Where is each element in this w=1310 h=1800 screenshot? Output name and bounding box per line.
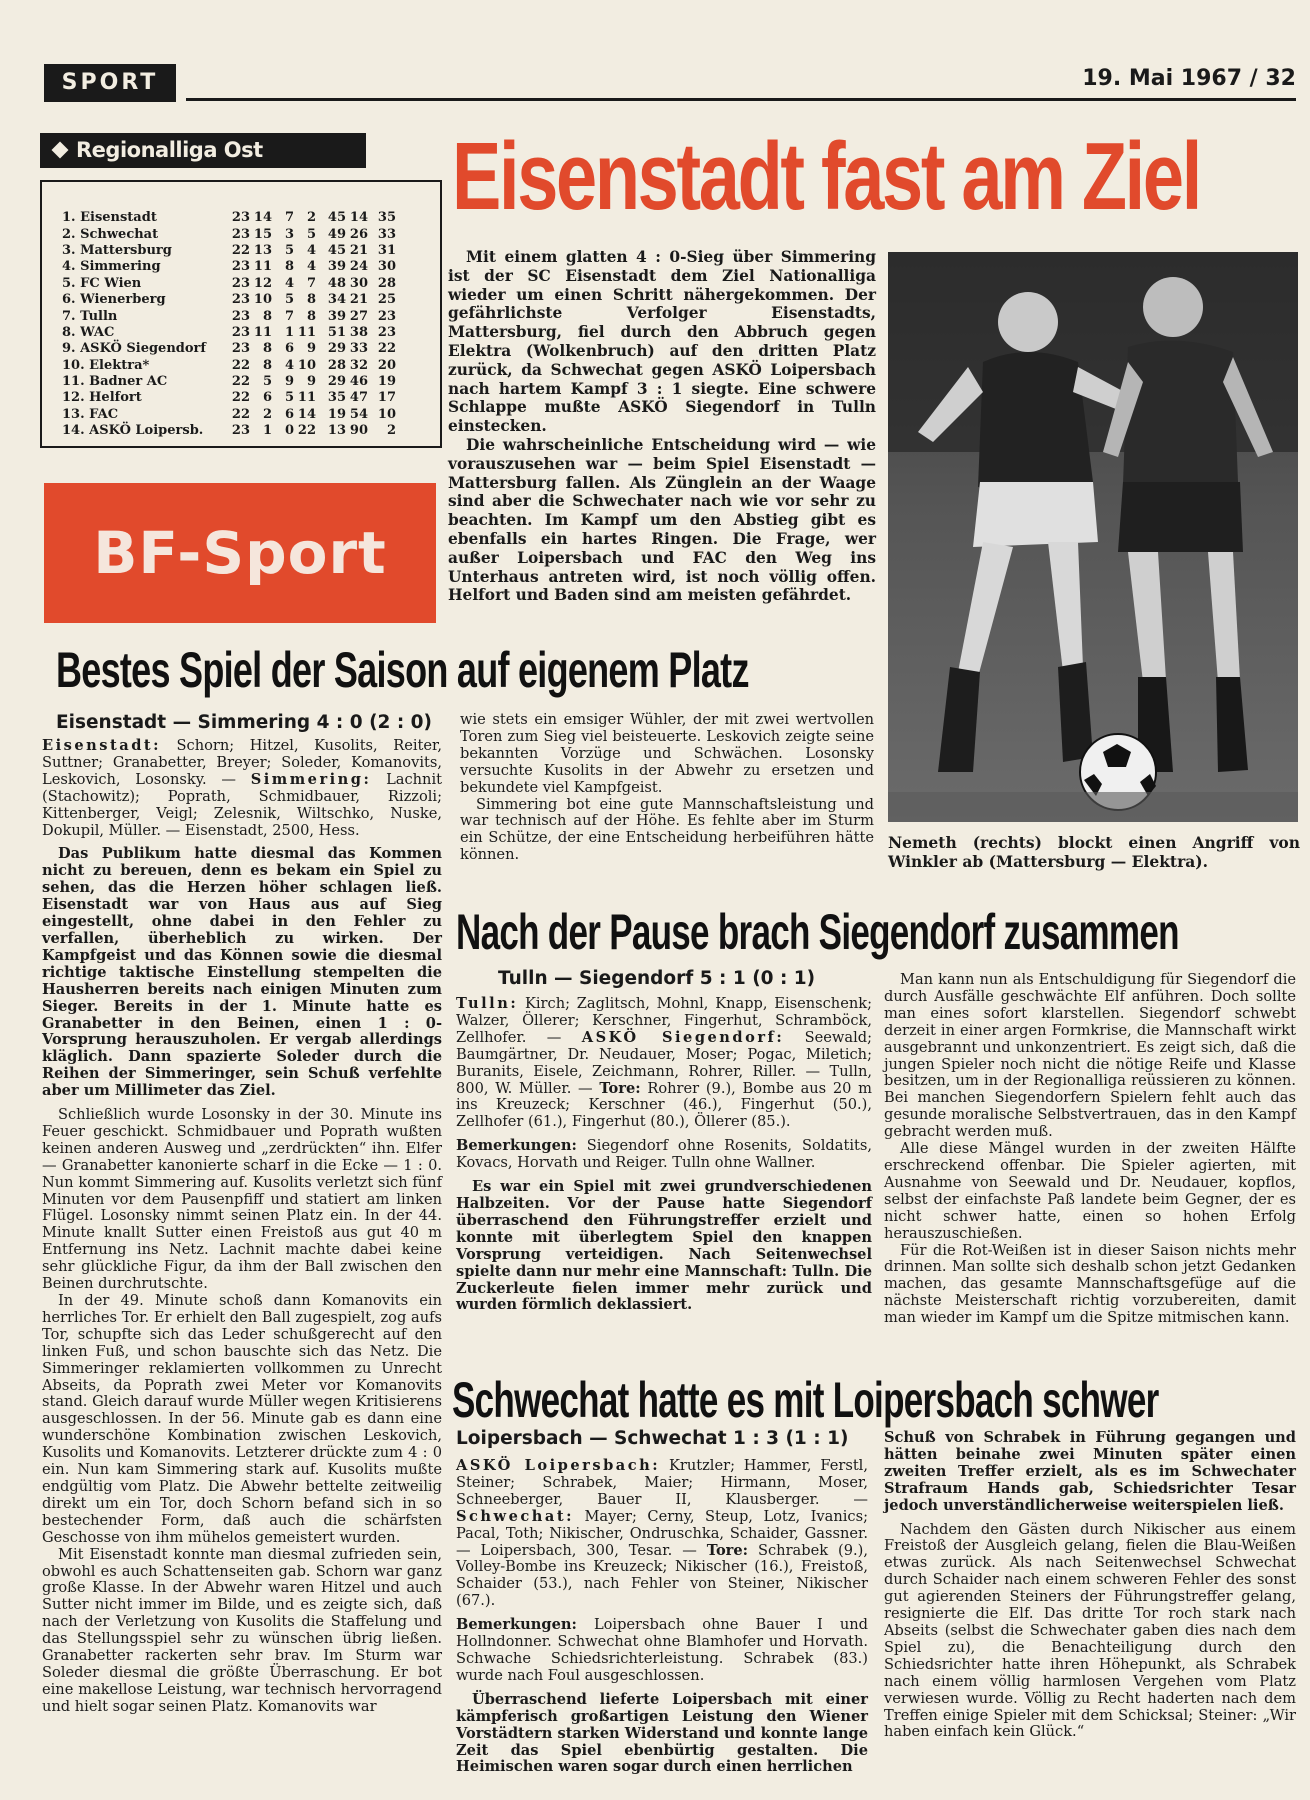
article1-paragraph: Simmering bot eine gute Mannschaftsleistung und war technisch auf der Höhe. Es fehlte aber im Sturm ein Schütze, der eine Entscheidung herbeiführen hätte können. <box>460 795 874 864</box>
league-table <box>40 180 442 448</box>
stat-cell-pts: 31 <box>377 242 396 258</box>
stat-cell-g: 22 <box>231 390 250 406</box>
league-title: Regionalliga Ost <box>76 138 263 162</box>
lineup-text: Seewald; Baumgärtner, Dr. Neudauer, Moser; Pogac, Miletich; Buranits, Eisele, Zeichmann, Rohrer, Riller. — Tulln, 800, W. Müller. — <box>456 1028 873 1097</box>
stat-cell-l: 7 <box>306 275 316 291</box>
stat-cell-d: 5 <box>284 292 294 308</box>
stat-cell-pts: 30 <box>377 259 396 275</box>
stat-cell-d: 3 <box>284 226 294 242</box>
stat-cell-ga: 24 <box>349 259 368 275</box>
stat-cell-w: 2 <box>262 406 272 422</box>
remarks-label: Bemerkungen: <box>456 1616 577 1634</box>
stat-cell-pts: 22 <box>377 341 396 357</box>
stat-cell-pts: 10 <box>377 406 396 422</box>
team-cell: 10. Elektra* <box>62 357 150 373</box>
stat-cell-l: 5 <box>306 226 316 242</box>
diamond-icon <box>52 142 69 159</box>
article3-score: Loipersbach — Schwechat 1 : 3 (1 : 1) <box>456 1428 849 1449</box>
table-row <box>62 341 396 357</box>
bf-sport-logo: BF-Sport <box>44 483 436 623</box>
article1-paragraph: Schließlich wurde Losonsky in der 30. Minute ins Feuer geschickt. Schmidbauer und Poprath wußten keinen anderen Ausweg und „zerdrückten“ ihn. Elfer — Granabetter kanonierte scharf in die Ecke — 1 : 0. Nun kommt Simmering auf. Kusolits verletzt sich fünf Minuten vor dem Pausenpfiff und statiert am linken Flügel. Losonsky nimmt seinen Platz ein. In der 44. Minute knallt Sutter einen Freistoß aus gut 40 m Entfernung ins Netz. Lachnit machte dabei keine sehr glückliche Figur, da ihm der Ball zwischen den Beinen durchrutschte. <box>42 1106 442 1293</box>
stat-cell-ga: 32 <box>349 357 368 373</box>
team-name: Eisenstadt: <box>42 737 162 754</box>
stat-cell-g: 23 <box>231 324 250 340</box>
stat-cell-gf: 39 <box>327 259 346 275</box>
team-cell: 13. FAC <box>62 406 119 422</box>
team-cell: 11. Badner AC <box>62 374 168 390</box>
table-row <box>62 374 396 390</box>
article1-column-right <box>460 712 874 864</box>
stat-cell-d: 6 <box>284 341 294 357</box>
stat-cell-l: 10 <box>297 357 316 373</box>
lineup-text: Kirch; Zaglitsch, Mohnl, Knapp, Eisenschenk; Walzer, Öllerer; Kerschner, Fingerhut, Schramböck, Zellhofer. — <box>456 995 872 1046</box>
article1-column-left <box>42 738 442 1716</box>
remarks-text: Loipersbach ohne Bauer I und Hollndonner. Schwechat ohne Blamhofer und Horvath. Schwache Schiedsrichterleistung. Schrabek (83.) wurde nach Foul ausgeschlossen. <box>456 1616 868 1684</box>
stat-cell-d: 7 <box>284 210 294 226</box>
article2-paragraph: Für die Rot-Weißen ist in dieser Saison nichts mehr drinnen. Man sollte sich deshalb schon jetzt Gedanken machen, das gesamte Mannschaftsgefüge auf die nächste Meisterschaft richtig vorzubereiten, damit man wieder im Kampf um die Spitze mitmischen kann. <box>884 1241 1296 1327</box>
stat-cell-ga: 21 <box>349 292 368 308</box>
stat-cell-ga: 30 <box>349 275 368 291</box>
stat-cell-g: 23 <box>231 210 250 226</box>
team-name: Schwechat: <box>456 1507 574 1525</box>
match-photo <box>888 252 1298 822</box>
intro-paragraph: Die wahrscheinliche Entscheidung wird — wie vorauszusehen war — beim Spiel Eisenstadt — Mattersburg fallen. Als Zünglein an der Waage sind aber die Schwechater nach wie vor sehr zu beachten. Im Kampf um den Abstieg gibt es ebenfalls ein hartes Ringen. Die Frage, wer außer Loipersbach und FAC den Weg ins Unterhaus antreten wird, ist noch völlig offen. Helfort und Baden sind am meisten gefährdet. <box>448 435 876 605</box>
table-row <box>62 276 396 292</box>
article2-headline: Nach der Pause brach Siegendorf zusammen <box>456 904 1179 960</box>
stat-cell-ga: 27 <box>349 308 368 324</box>
stat-cell-g: 22 <box>231 242 250 258</box>
table-row <box>62 226 396 242</box>
team-cell: 14. ASKÖ Loipersb. <box>62 423 204 439</box>
stat-cell-d: 0 <box>284 423 294 439</box>
article2-paragraph: Alle diese Mängel wurden in der zweiten Hälfte erschreckend offenbar. Die Spieler agierten, mit Ausnahme von Seewald und Dr. Neudauer, kopflos, selbst der einfachste Paß landete beim Gegner, der es nicht schwer hatte, einen so hohen Erfolg herauszuschießen. <box>884 1140 1296 1242</box>
team-name: Simmering: <box>250 770 372 788</box>
article2-paragraph: Es war ein Spiel mit zwei grundverschiedenen Halbzeiten. Vor der Pause hatte Siegendorf überraschend den Führungstreffer erzielt und konnte mit überlegtem Spiel den knappen Vorsprung verteidigen. Nach Seitenwechsel spielte dann nur mehr eine Mannschaft: Tulln. Die Zuckerleute fielen immer mehr zurück und wurden förmlich deklassiert. <box>456 1178 872 1314</box>
stat-cell-d: 5 <box>284 390 294 406</box>
article3-column-right <box>884 1430 1296 1741</box>
stat-cell-pts: 28 <box>377 275 396 291</box>
table-row <box>62 243 396 259</box>
article2-score: Tulln — Siegendorf 5 : 1 (0 : 1) <box>498 968 816 989</box>
article3-column-left <box>456 1458 868 1776</box>
article1-paragraph: Das Publikum hatte diesmal das Kommen nicht zu bereuen, denn es bekam ein Spiel zu sehen, das die Herzen höher schlagen ließ. Eisenstadt war von Haus aus auf Sieg eingestellt, ohne dabei in den Fehler zu verfallen, überheblich zu wirken. Der Kampfgeist und das Können sowie die diesmal richtige taktische Einstellung stempelten die Hausherren bereits nach einigen Minuten zum Sieger. Bereits in der 1. Minute hatte es Granabetter in den Beinen, einen 1 : 0-Vorsprung herauszuholen. Er vergab allerdings kläglich. Dann spazierte Soleder durch die Reihen der Simmeringer, sein Schuß verfehlte aber um Millimeter das Ziel. <box>42 845 442 1100</box>
table-row <box>62 210 396 226</box>
team-cell: 1. Eisenstadt <box>62 210 157 226</box>
stat-cell-gf: 39 <box>327 308 346 324</box>
stat-cell-w: 11 <box>253 324 272 340</box>
table-row <box>62 292 396 308</box>
table-row <box>62 325 396 341</box>
article1-paragraph: In der 49. Minute schoß dann Komanovits ein herrliches Tor. Er erhielt den Ball zugespielt, zog aufs Tor, schupfte sich das Leder schußgerecht auf den linken Fuß, und schon bauschte sich das Netz. Die Simmeringer reklamierten vollkommen zu Unrecht Abseits, da Poprath zwei Meter vor Komanovits stand. Gleich darauf wurde Müller wegen Kritisierens ausgeschlossen. In der 56. Minute gab es dann eine wunderschöne Kombination zwischen Leskovich, Kusolits und Komanovits. Letzterer drückte zum 4 : 0 ein. Nun kam Simmering stark auf. Kusolits mußte endgültig vom Platz. Die Abwehr bettelte zeitweilig direkt um ein Tor, doch Schorn befand sich in so bestechender Form, daß auch die schärfsten Geschosse von ihm mühelos gemeistert wurden. <box>42 1292 443 1546</box>
team-cell: 4. Simmering <box>62 259 161 275</box>
section-label: SPORT <box>44 64 176 102</box>
stat-cell-g: 23 <box>231 341 250 357</box>
main-headline: Eisenstadt fast am Ziel <box>452 123 1200 230</box>
goals-label: Tore: <box>599 1079 641 1097</box>
stat-cell-g: 23 <box>231 423 250 439</box>
table-row <box>62 423 396 439</box>
stat-cell-d: 1 <box>284 324 294 340</box>
lineup-text: Mayer; Cerny, Steup, Lotz, Ivanics; Pacal, Toth; Nikischer, Ondruschka, Schaider, Gassner. — Loipersbach, 300, Tesar. — <box>456 1507 868 1559</box>
lineup-text: Lachnit (Stachowitz); Poprath, Schmidbauer, Rizzoli; Kittenberger, Veigl; Zelesnik, Wiltschko, Nuske, Dokupil, Müller. — Eisenstadt, 2500, Hess. <box>42 770 442 839</box>
article3-paragraph: Schuß von Schrabek in Führung gegangen und hätten beinahe zwei Minuten später einen zweiten Treffer erzielt, als es im Schwechater Strafraum Hands gab, Schiedsrichter Tesar jedoch unverständlicherweise weiterspielen ließ. <box>884 1429 1296 1514</box>
article1-score: Eisenstadt — Simmering 4 : 0 (2 : 0) <box>56 712 432 733</box>
article2-column-left <box>456 996 872 1314</box>
article2-paragraph: Man kann nun als Entschuldigung für Siegendorf die durch Ausfälle geschwächte Elf anführen. Doch sollte man eines sofort klarstellen. Siegendorf schwebt derzeit in einer argen Formkrise, die Mannschaft wirkt ausgebrannt und unkonzentriert. Es zeigt sich, daß die jungen Spieler noch nicht die nötige Reife und Klasse besitzen, um in der Regionalliga reüssieren zu können. Bei manchen Siegendorfern Spielern fehlt auch das gesunde moralische Selbstvertrauen, das in den Kampf gebracht werden muß. <box>884 971 1296 1141</box>
stat-cell-g: 23 <box>231 308 250 324</box>
lineup-text: Krutzler; Hammer, Ferstl, Steiner; Schrabek, Maier; Hirmann, Moser, Schneeberger, Bauer II, Klausberger. — <box>456 1457 868 1508</box>
stat-cell-g: 23 <box>231 292 250 308</box>
date-page: 19. Mai 1967 / 32 <box>1082 66 1296 91</box>
stat-cell-w: 15 <box>253 226 272 242</box>
article3-paragraph: Nachdem den Gästen durch Nikischer aus einem Freistoß der Ausgleich gelang, fielen die Blau-Weißen etwas zurück. Als nach Seitenwechsel Schwechat durch Schaider nach einem schweren Fehler des sonst gut agierenden Steiners der Führungstreffer gelang, resignierte die Elf. Das dritte Tor roch stark nach Abseits (selbst die Schwechater gaben dies nach dem Spiel zu), die Benachteiligung durch den Schiedsrichter hatte ihren Höhepunkt, als Schrabek nach einem völlig harmlosen Vergehen vom Platz verwiesen wurde. Völlig zu Recht haderten nach dem Treffen einige Spieler mit dem Schicksal; Steiner: „Wir haben einfach kein Glück.“ <box>884 1520 1296 1741</box>
table-row <box>62 259 396 275</box>
stat-cell-g: 22 <box>231 357 250 373</box>
team-name: ASKÖ Loipersbach: <box>456 1457 661 1474</box>
stat-cell-gf: 35 <box>327 390 346 406</box>
stat-cell-ga: 26 <box>349 226 368 242</box>
stat-cell-gf: 51 <box>327 324 346 340</box>
stat-cell-w: 11 <box>253 259 272 275</box>
article2-column-right <box>884 972 1296 1327</box>
stat-cell-gf: 48 <box>327 275 346 291</box>
header-rule <box>186 98 1296 101</box>
article1-paragraph: wie stets ein emsiger Wühler, der mit zwei wertvollen Toren zum Sieg viel beisteuerte. Leskovich zeigte seine bekannten Vorzüge und Schwächen. Losonsky versuchte Kusolits in der Abwehr zu ersetzen und bekundete viel Kampfgeist. <box>460 711 874 796</box>
stat-cell-l: 8 <box>306 292 316 308</box>
stat-cell-d: 4 <box>284 275 294 291</box>
stat-cell-d: 4 <box>284 357 294 373</box>
stat-cell-l: 14 <box>297 406 316 422</box>
table-row <box>62 308 396 324</box>
stat-cell-pts: 35 <box>377 210 396 226</box>
photo-caption: Nemeth (rechts) blockt einen Angriff von Winkler ab (Mattersburg — Elektra). <box>888 833 1300 871</box>
table-row <box>62 358 396 374</box>
article3-paragraph: Überraschend lieferte Loipersbach mit einer kämpferisch großartigen Leistung den Wiener Vorstädtern starken Widerstand und konnte lange Zeit das Spiel ebenbürtig gestalten. Die Heimischen waren sogar durch einen herrlichen <box>456 1690 868 1776</box>
stat-cell-w: 13 <box>253 242 272 258</box>
team-name: ASKÖ Siegendorf: <box>581 1028 785 1046</box>
stat-cell-w: 14 <box>253 210 272 226</box>
stat-cell-w: 6 <box>262 390 272 406</box>
intro-text <box>448 248 876 605</box>
stat-cell-ga: 21 <box>349 242 368 258</box>
stat-cell-ga: 46 <box>349 374 368 390</box>
stat-cell-d: 6 <box>284 406 294 422</box>
team-name: Tulln: <box>456 995 519 1012</box>
stat-cell-g: 22 <box>231 374 250 390</box>
stat-cell-pts: 17 <box>377 390 396 406</box>
team-cell: 9. ASKÖ Siegendorf <box>62 341 206 357</box>
article3-headline: Schwechat hatte es mit Loipersbach schwer <box>452 1372 1159 1428</box>
stat-cell-d: 8 <box>284 259 294 275</box>
goals-text: Rohrer (9.), Bombe aus 20 m ins Kreuzeck; Kerschner (46.), Fingerhut (50.), Zellhofer (61.), Fingerhut (80.), Öllerer (85.). <box>456 1079 872 1131</box>
stat-cell-pts: 23 <box>377 308 396 324</box>
team-cell: 7. Tulln <box>62 308 118 324</box>
team-cell: 8. WAC <box>62 324 115 340</box>
stat-cell-w: 12 <box>253 275 272 291</box>
stat-cell-ga: 90 <box>349 423 368 439</box>
stat-cell-d: 5 <box>284 242 294 258</box>
team-cell: 5. FC Wien <box>62 275 142 291</box>
team-cell: 12. Helfort <box>62 390 142 406</box>
stat-cell-pts: 23 <box>377 324 396 340</box>
stat-cell-gf: 34 <box>327 292 346 308</box>
football-players-image <box>888 252 1298 822</box>
remarks-text: Siegendorf ohne Rosenits, Soldatits, Kovacs, Horvath und Reiger. Tulln ohne Wallner. <box>456 1137 872 1172</box>
stat-cell-d: 9 <box>284 374 294 390</box>
stat-cell-w: 8 <box>262 308 272 324</box>
stat-cell-l: 8 <box>306 308 316 324</box>
goals-label: Tore: <box>706 1541 749 1559</box>
table-row <box>62 390 396 406</box>
stat-cell-w: 5 <box>262 374 272 390</box>
stat-cell-pts: 20 <box>377 357 396 373</box>
stat-cell-d: 7 <box>284 308 294 324</box>
standings-table <box>62 210 396 439</box>
team-cell: 2. Schwechat <box>62 226 159 242</box>
stat-cell-gf: 49 <box>327 226 346 242</box>
stat-cell-ga: 14 <box>349 210 368 226</box>
stat-cell-w: 1 <box>262 423 272 439</box>
stat-cell-ga: 33 <box>349 341 368 357</box>
intro-paragraph: Mit einem glatten 4 : 0-Sieg über Simmering ist der SC Eisenstadt dem Ziel Nationalliga wieder um einen Schritt nähergekommen. Der gefährlichste Verfolger Eisenstadts, Mattersburg, fiel durch den Abbruch gegen Elektra (Wolkenbruch) auf den dritten Platz zurück, da Schwechat gegen ASKÖ Loipersbach nach hartem Kampf 3 : 1 siegte. Eine schwere Schlappe mußte ASKÖ Siegendorf in Tulln einstecken. <box>448 248 876 436</box>
stat-cell-gf: 28 <box>327 357 346 373</box>
article1-paragraph: Mit Eisenstadt konnte man diesmal zufrieden sein, obwohl es auch Schattenseiten gab. Schorn war ganz große Klasse. In der Abwehr waren Hitzel und auch Sutter nicht immer im Bilde, und es zeigte sich, daß nach der Verletzung von Kusolits die Staffelung und das Stellungsspiel sehr zu wünschen übrig ließen. Granabetter rackerten sehr brav. Im Sturm war Soleder diesmal die größte Überraschung. Er bot eine makellose Leistung, war technisch hervorragend und hielt sogar seinen Platz. Komanovits war <box>42 1545 442 1715</box>
stat-cell-gf: 45 <box>327 210 346 226</box>
team-cell: 3. Mattersburg <box>62 242 172 258</box>
stat-cell-pts: 33 <box>377 226 396 242</box>
stat-cell-gf: 29 <box>327 341 346 357</box>
stat-cell-gf: 13 <box>327 423 346 439</box>
league-title-bar <box>40 133 366 168</box>
stat-cell-l: 11 <box>297 324 316 340</box>
lineup-text: Schorn; Hitzel, Kusolits, Reiter, Suttner; Granabetter, Breyer; Soleder, Komanovits, Leskovich, Losonsky. — <box>42 737 443 788</box>
stat-cell-l: 2 <box>306 210 316 226</box>
stat-cell-g: 23 <box>231 259 250 275</box>
stat-cell-l: 4 <box>306 242 316 258</box>
stat-cell-gf: 19 <box>327 406 346 422</box>
stat-cell-ga: 54 <box>349 406 368 422</box>
stat-cell-w: 8 <box>262 357 272 373</box>
table-row <box>62 407 396 423</box>
stat-cell-w: 10 <box>253 292 272 308</box>
stat-cell-ga: 47 <box>349 390 368 406</box>
team-cell: 6. Wienerberg <box>62 292 166 308</box>
stat-cell-gf: 29 <box>327 374 346 390</box>
stat-cell-g: 22 <box>231 406 250 422</box>
stat-cell-pts: 25 <box>377 292 396 308</box>
stat-cell-w: 8 <box>262 341 272 357</box>
stat-cell-g: 23 <box>231 226 250 242</box>
stat-cell-l: 9 <box>306 341 316 357</box>
goals-text: Schrabek (9.), Volley-Bombe ins Kreuzeck; Nikischer (16.), Freistoß, Schaider (53.), nach Fehler von Steiner, Nikischer (67.). <box>456 1541 868 1610</box>
article1-headline: Bestes Spiel der Saison auf eigenem Platz <box>56 642 749 698</box>
stat-cell-ga: 38 <box>349 324 368 340</box>
stat-cell-pts: 2 <box>386 423 396 439</box>
stat-cell-l: 9 <box>306 374 316 390</box>
stat-cell-l: 4 <box>306 259 316 275</box>
stat-cell-g: 23 <box>231 275 250 291</box>
stat-cell-l: 11 <box>297 390 316 406</box>
stat-cell-l: 22 <box>297 423 316 439</box>
stat-cell-pts: 19 <box>377 374 396 390</box>
remarks-label: Bemerkungen: <box>456 1137 577 1155</box>
stat-cell-gf: 45 <box>327 242 346 258</box>
